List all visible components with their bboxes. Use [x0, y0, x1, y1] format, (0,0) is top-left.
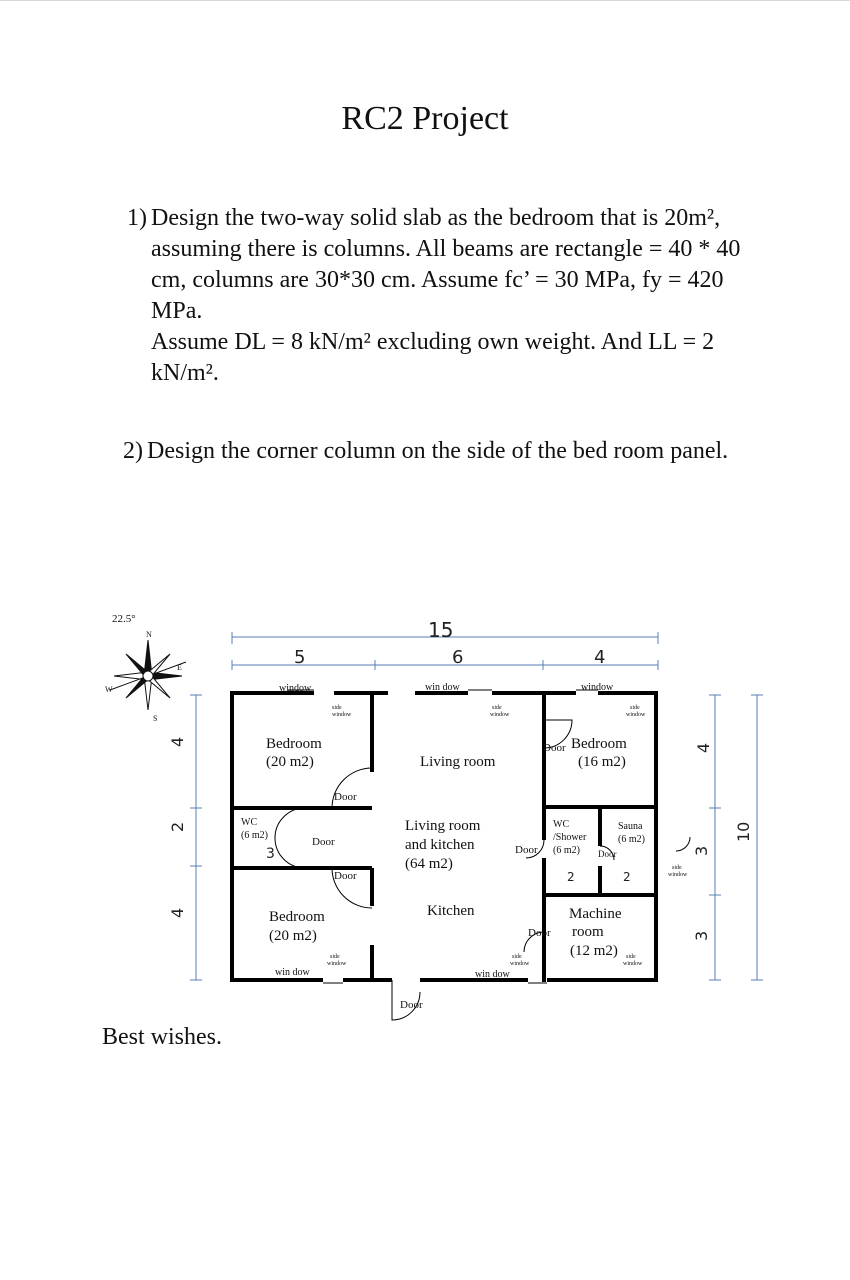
- dim-left-1: 4: [168, 736, 187, 747]
- question-1-number: 1): [127, 205, 147, 231]
- left-dimension-lines: [190, 695, 202, 980]
- question-1-loads: Assume DL = 8 kN/m² excluding own weight. And LL = 2 kN/m².: [151, 329, 715, 386]
- room-machine-line1: Machine: [569, 906, 622, 922]
- dim-left-3: 4: [168, 907, 187, 918]
- side-window-4b: window: [668, 872, 688, 878]
- door-label-entrance: Door: [400, 999, 423, 1011]
- dim-right-3: 3: [692, 930, 711, 941]
- side-window-2a: side: [492, 705, 502, 711]
- window-label-bedroom2: win dow: [275, 967, 310, 978]
- compass-west: W: [105, 685, 113, 694]
- door-label-bedroom1: Door: [334, 791, 357, 803]
- room-wc1-name: WC: [241, 817, 258, 828]
- closing-text: Best wishes.: [102, 1024, 222, 1050]
- compass-rose-icon: [110, 640, 186, 710]
- page-title: RC2 Project: [341, 100, 509, 137]
- dim-total-height: 10: [734, 821, 753, 842]
- room-bedroom2-name: Bedroom: [269, 909, 325, 925]
- dim-left-2: 2: [168, 821, 187, 832]
- compass-angle: 22.5°: [112, 613, 136, 625]
- compass-north: N: [146, 630, 152, 639]
- room-living-kitchen-area: (64 m2): [405, 856, 453, 872]
- room-wc1-area: (6 m2): [241, 830, 268, 841]
- window-label-kitchen: win dow: [475, 969, 510, 980]
- room-living-kitchen-line2: and kitchen: [405, 837, 475, 853]
- door-label-wc1: Door: [312, 836, 335, 848]
- dim-total-width: 15: [428, 618, 454, 642]
- question-2-text: Design the corner column on the side of the bed room panel.: [147, 438, 729, 464]
- dim-right-1: 4: [694, 742, 713, 753]
- room-bedroom2-area: (20 m2): [269, 928, 317, 944]
- side-window-6a: side: [512, 954, 522, 960]
- side-window-3a: side: [630, 705, 640, 711]
- side-window-3b: window: [626, 712, 646, 718]
- side-window-1a: side: [332, 705, 342, 711]
- question-1-text: Design the two-way solid slab as the bedroom that is 20m², assuming there is columns. All beams are rectangle = 40 * 40 cm, columns are 30*30 cm. Assume fc’ = 30 MPa, fy = 420 MPa.: [151, 205, 741, 324]
- room-sauna-area: (6 m2): [618, 834, 645, 845]
- side-window-4a: side: [672, 865, 682, 871]
- door-label-bedroom3: Door: [543, 742, 566, 754]
- side-window-2b: window: [490, 712, 510, 718]
- door-label-sauna: Door: [598, 849, 617, 859]
- room-living: Living room: [420, 754, 496, 770]
- window-label-bedroom1: window: [279, 683, 312, 694]
- door-label-bedroom2: Door: [334, 870, 357, 882]
- side-window-7a: side: [626, 954, 636, 960]
- dim-wc1-width: 3: [266, 846, 275, 862]
- dim-wc2-width: 2: [567, 870, 575, 884]
- room-sauna-name: Sauna: [618, 821, 643, 832]
- side-window-5b: window: [327, 961, 347, 967]
- dim-segment-3: 4: [594, 647, 606, 668]
- side-window-6b: window: [510, 961, 530, 967]
- room-bedroom1-area: (20 m2): [266, 754, 314, 770]
- question-2-number: 2): [123, 438, 143, 464]
- door-label-wc2: Door: [515, 844, 538, 856]
- dim-segment-1: 5: [294, 647, 306, 668]
- room-kitchen: Kitchen: [427, 903, 475, 919]
- dim-segment-2: 6: [452, 647, 464, 668]
- room-living-kitchen-line1: Living room: [405, 818, 481, 834]
- window-label-living: win dow: [425, 682, 460, 693]
- dim-sauna-width: 2: [623, 870, 631, 884]
- room-wc2-name: WC: [553, 819, 570, 830]
- room-bedroom1-name: Bedroom: [266, 736, 322, 752]
- compass-south: S: [153, 714, 158, 723]
- room-bedroom3-name: Bedroom: [571, 736, 627, 752]
- side-window-7b: window: [623, 961, 643, 967]
- side-window-1b: window: [332, 712, 352, 718]
- compass-east: E: [177, 663, 182, 672]
- room-machine-line2: room: [572, 924, 604, 940]
- room-wc2-area: (6 m2): [553, 845, 580, 856]
- dim-right-2: 3: [692, 845, 711, 856]
- side-window-5a: side: [330, 954, 340, 960]
- room-machine-area: (12 m2): [570, 943, 618, 959]
- window-label-bedroom3: window: [581, 682, 614, 693]
- room-wc2-sub: /Shower: [553, 832, 587, 843]
- room-bedroom3-area: (16 m2): [578, 754, 626, 770]
- door-label-machine: Door: [528, 927, 551, 939]
